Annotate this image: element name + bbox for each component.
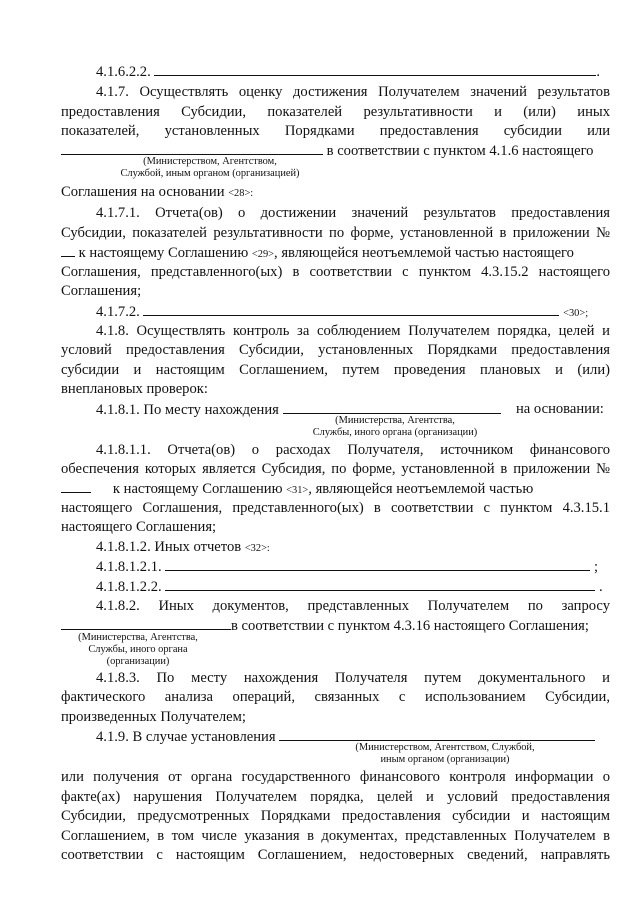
clause-4-1-8-1: 4.1.8.1. По месту нахождения [96, 400, 501, 419]
clause-4-1-8-1-1-line3: к настоящему Соглашению <31>, являющейся неотъемлемой частью [61, 479, 610, 500]
clause-4-1-7-line2: предоставления Субсидии, показателей результативности и (или) иных [61, 104, 610, 120]
blank-line [279, 727, 595, 741]
clause-4-1-8-1-end: на основании: [516, 401, 604, 417]
clause-4-1-8-3-line3: произведенных Получателем; [61, 709, 246, 725]
clause-4-1-7-1-line3: к настоящему Соглашению <29>, являющейся неотъемлемой частью настоящего [61, 243, 610, 264]
clause-4-1-8-1-1-line4: настоящего Соглашения, представленного(ых) в соответствии с пунктом 4.3.15.1 [61, 500, 610, 516]
clause-4-1-7-line1: 4.1.7. Осуществлять оценку достижения Получателем значений результатов [96, 84, 610, 100]
blank-line [61, 616, 231, 630]
clause-4-1-8-line3: субсидии и настоящим Соглашением, путем проведения плановых и (или) [61, 362, 610, 378]
clause-4-1-8-1-1-line1: 4.1.8.1.1. Отчета(ов) о расходах Получателя, источником финансового [96, 442, 610, 458]
clause-4-1-9-line2: или получения от органа государственного финансового контроля информации о [61, 769, 610, 785]
clause-4-1-8-line4: внеплановых проверок: [61, 381, 208, 397]
clause-4-1-8-1-2-2: 4.1.8.1.2.2. . [96, 579, 603, 595]
clause-4-1-7-line3: показателей, установленных Порядками предоставления субсидии или [61, 123, 610, 139]
caption-authority-2: (Министерства, Агентства, Службы, иного органа (организации) [312, 415, 478, 438]
caption-authority-1: (Министерством, Агентством, Службой, иным органом (организацией) [120, 156, 300, 179]
clause-4-1-8-line2: условий предоставления Субсидии, установленных Порядками предоставления [61, 342, 610, 358]
blank-line [61, 479, 91, 493]
clause-4-1-8-1-2: 4.1.8.1.2. Иных отчетов <32>: [96, 539, 270, 555]
clause-4-1-7-line5: Соглашения на основании <28>: [61, 184, 254, 200]
blank-line [283, 400, 501, 414]
clause-4-1-7-1-line2: Субсидии, показателей результативности по форме, установленной в приложении № [61, 225, 610, 241]
blank-line [143, 302, 559, 316]
clause-4-1-7-2: 4.1.7.2. <30>; [96, 304, 589, 320]
clause-4-1-8-1-1-line2: обеспечения которых является Субсидия, по форме, установленной в приложении № [61, 461, 610, 477]
clause-4-1-9: 4.1.9. В случае установления [96, 727, 595, 746]
blank-line [165, 577, 595, 591]
clause-4-1-9-line6: соответствии с настоящим Соглашением, недостоверных сведений, направлять [61, 847, 610, 863]
blank-line [165, 557, 590, 571]
clause-4-1-8-3-line1: 4.1.8.3. По месту нахождения Получателя путем документального и [96, 670, 610, 686]
clause-4-1-9-line3: факте(ах) нарушения Получателем порядка, целей и условий предоставления [61, 789, 610, 805]
clause-4-1-7-1-line5: Соглашения; [61, 283, 142, 299]
clause-4-1-6-2-2: 4.1.6.2.2. . [96, 64, 601, 80]
clause-4-1-7-1-line4: Соглашения, представленного(ых) в соответствии с пунктом 4.3.15.2 настоящего [61, 264, 610, 280]
clause-4-1-9-line4: Субсидии, предусмотренных Порядками предоставления субсидии и настоящим [61, 808, 610, 824]
clause-4-1-7-1-line1: 4.1.7.1. Отчета(ов) о достижении значений результатов предоставления [96, 205, 610, 221]
clause-4-1-8-2-line1: 4.1.8.2. Иных документов, представленных Получателем по запросу [96, 598, 610, 614]
caption-authority-4: (Министерством, Агентством, Службой, иным органом (организации) [355, 742, 535, 765]
clause-4-1-8-2-line2: в соответствии с пунктом 4.3.16 настоящего Соглашения; [61, 616, 589, 635]
blank-line [61, 243, 75, 257]
clause-4-1-8-1-1-line5: настоящего Соглашения; [61, 519, 217, 535]
clause-4-1-8-line1: 4.1.8. Осуществлять контроль за соблюдением Получателем порядка, целей и [96, 323, 610, 339]
clause-4-1-8-3-line2: фактического анализа операций, связанных с использованием Субсидии, [61, 689, 610, 705]
caption-authority-3: (Министерства, Агентства, Службы, иного органа (организации) [78, 632, 198, 667]
clause-4-1-7-line4: в соответствии с пунктом 4.1.6 настоящего [61, 141, 593, 160]
blank-line [61, 141, 323, 155]
clause-4-1-9-line5: Соглашением, в том числе указания в документах, представленных Получателем в [61, 828, 610, 844]
blank-line [154, 62, 596, 76]
clause-4-1-8-1-2-1: 4.1.8.1.2.1. ; [96, 559, 599, 575]
